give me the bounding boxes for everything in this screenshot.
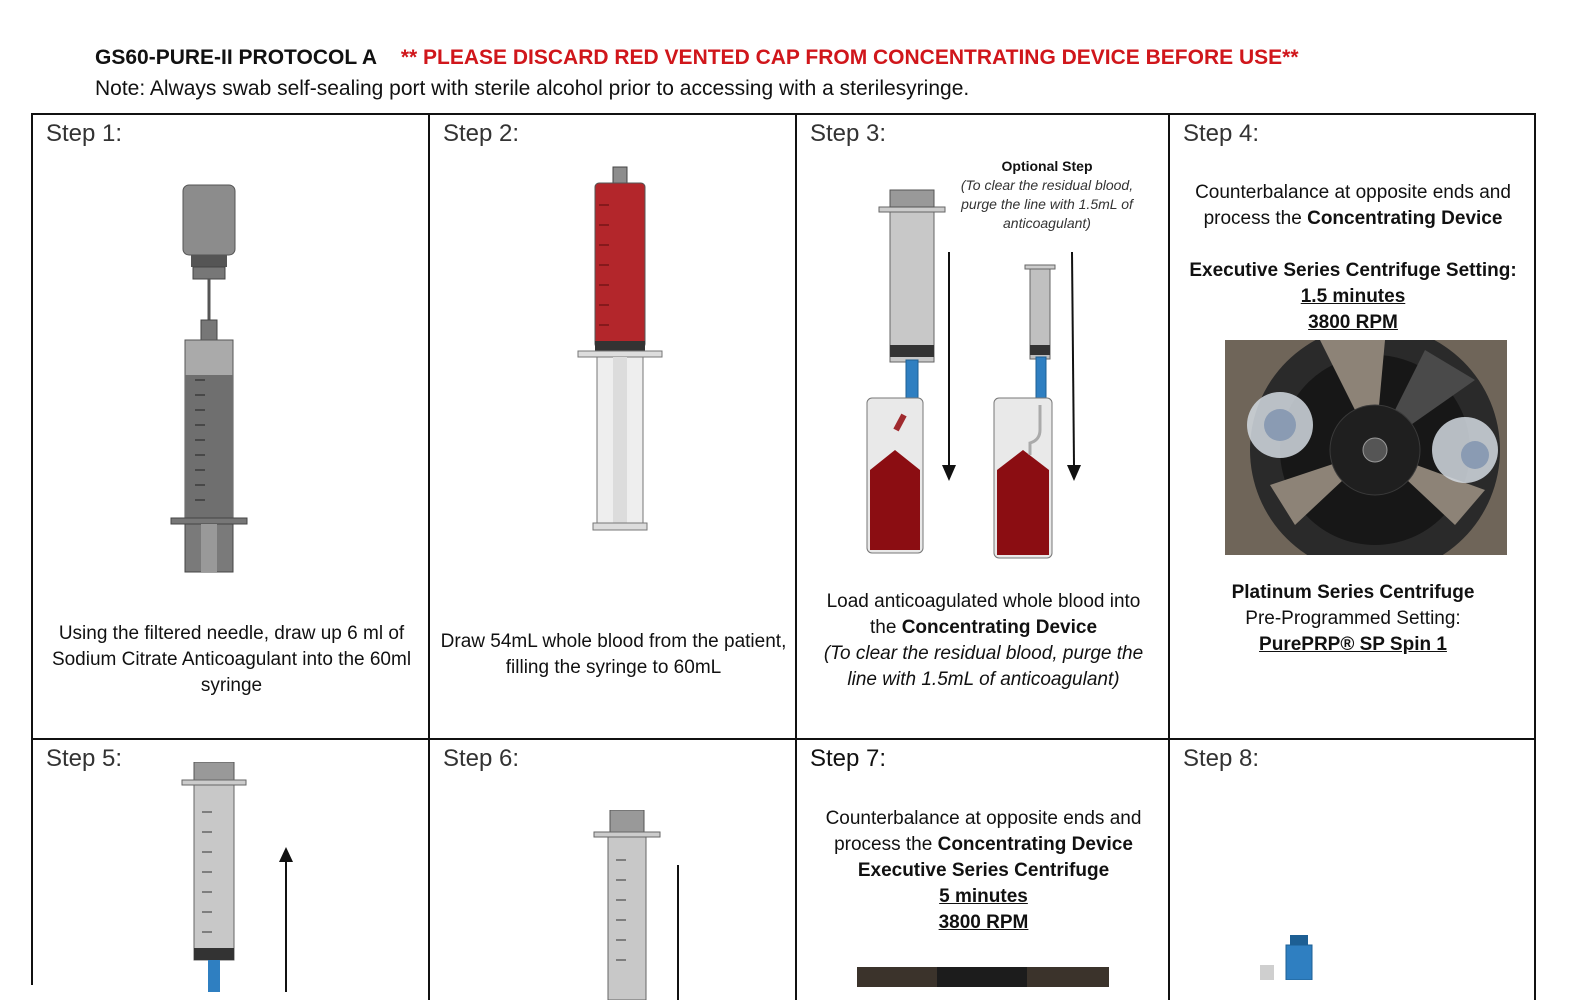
step-4-executive-settings: [1180, 258, 1526, 336]
step-4-cell: [1170, 115, 1536, 740]
step-4-executive-time: 1.5 minutes: [1300, 286, 1406, 307]
syringe-draw-up-illustration: [178, 762, 308, 992]
centrifuge-photo-partial: [857, 967, 1109, 987]
protocol-title: GS60-PURE-II PROTOCOL A: [95, 46, 377, 69]
step-8-cell: [1170, 740, 1536, 1000]
warning-text: ** PLEASE DISCARD RED VENTED CAP FROM CONCENTRATING DEVICE BEFORE USE**: [400, 46, 1299, 69]
step-4-label: Step 4:: [1183, 120, 1260, 147]
step-3-caption-italic: (To clear the residual blood, purge the line with 1.5mL of anticoagulant): [823, 643, 1144, 690]
step-4-executive-title: Executive Series Centrifuge Setting:: [1189, 260, 1517, 281]
syringe-with-vial-illustration: [163, 180, 263, 580]
step-4-intro: [1180, 180, 1526, 232]
step-5-label: Step 5:: [46, 745, 123, 772]
step-1-caption: Using the filtered needle, draw up 6 ml of Sodium Citrate Anticoagulant into the 60ml syringe: [51, 623, 412, 696]
step-5-cell: [33, 740, 430, 1000]
step-7-executive-time: 5 minutes: [939, 886, 1028, 907]
step-7-executive-title: Executive Series Centrifuge: [857, 860, 1110, 881]
step-7-caption: [807, 806, 1160, 936]
step-2-cell: [430, 115, 797, 740]
step-3-label: Step 3:: [810, 120, 887, 147]
step-3-cell: [797, 115, 1170, 740]
protocol-header: [95, 46, 1299, 70]
step-4-executive-rpm: 3800 RPM: [1308, 312, 1398, 333]
syringe-push-illustration: [590, 810, 690, 1000]
step-3-caption: [817, 589, 1150, 693]
step-6-cell: [430, 740, 797, 1000]
step-4-platinum-settings: [1180, 580, 1526, 658]
step-4-intro-text: Counterbalance at opposite ends and process the: [1195, 182, 1511, 229]
alcohol-note: Note: Always swab self-sealing port with sterile alcohol prior to accessing with a sterilesyringe.: [95, 77, 970, 100]
optional-step-text: (To clear the residual blood, purge the line with 1.5mL of anticoagulant): [960, 177, 1134, 231]
step-7-label: Step 7:: [810, 745, 887, 772]
step-2-label: Step 2:: [443, 120, 520, 147]
centrifuge-photo: [1225, 340, 1507, 555]
protocol-grid: [31, 113, 1536, 985]
blood-syringe-illustration: [575, 165, 665, 535]
optional-step-title: Optional Step: [1001, 158, 1093, 174]
step-7-intro-bold: Concentrating Device: [937, 834, 1133, 855]
step-7-executive-rpm: 3800 RPM: [938, 912, 1029, 933]
step-7-intro-text: Counterbalance at opposite ends and process the: [825, 808, 1142, 855]
step-3-caption-bold: Concentrating Device: [901, 617, 1098, 638]
step-2-caption: Draw 54mL whole blood from the patient, filling the syringe to 60mL: [440, 631, 787, 678]
step-3-caption-text: Load anticoagulated whole blood into the: [826, 591, 1141, 638]
concentrating-device-loading-illustration: [862, 185, 1162, 565]
step-4-platinum-sub: Pre-Programmed Setting:: [1245, 608, 1461, 629]
step-4-platinum-setting: PurePRP® SP Spin 1: [1259, 634, 1447, 655]
device-connector-illustration: [1260, 935, 1340, 980]
step-7-cell: [797, 740, 1170, 1000]
step-4-intro-bold: Concentrating Device: [1307, 208, 1503, 229]
step-6-label: Step 6:: [443, 745, 520, 772]
step-8-label: Step 8:: [1183, 745, 1260, 772]
step-4-platinum-title: Platinum Series Centrifuge: [1231, 582, 1475, 603]
step-1-cell: [33, 115, 430, 740]
step-1-label: Step 1:: [46, 120, 123, 147]
